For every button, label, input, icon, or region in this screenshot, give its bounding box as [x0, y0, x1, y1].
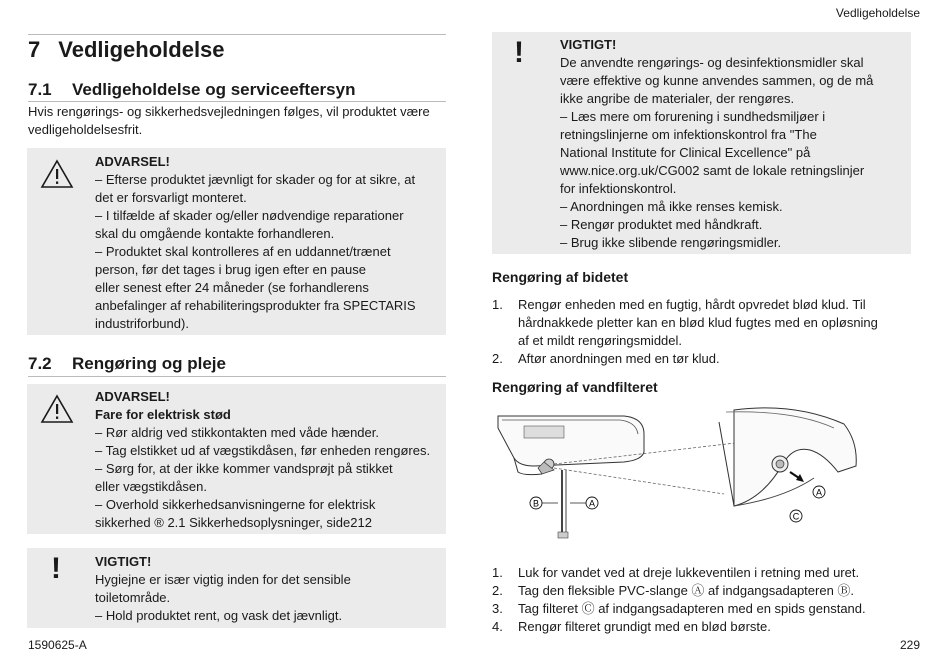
chapter-number: 7 [28, 37, 41, 62]
chapter-title [28, 34, 446, 63]
line: – Produktet skal kontrolleres af en uddannet/trænet [95, 244, 391, 259]
line: National Institute for Clinical Excellence" på [560, 145, 811, 160]
warning-triangle-icon [40, 394, 74, 424]
label-a: A [588, 498, 596, 509]
line: det er forsvarligt monteret. [95, 190, 247, 205]
warning-box [27, 148, 446, 335]
section-number: 7.2 [28, 354, 52, 373]
line: Aftør anordningen med en tør klud. [518, 351, 720, 366]
line: ikke angribe de materialer, der rengøres. [560, 91, 795, 106]
line: – Rengør produktet med håndkraft. [560, 217, 763, 232]
important-box [27, 548, 446, 628]
bidet-cleaning-heading: Rengøring af bidetet [492, 269, 629, 285]
line: – Anordningen må ikke renses kemisk. [560, 199, 783, 214]
list-item [492, 296, 912, 350]
important-item [560, 108, 905, 198]
important-item [560, 198, 905, 216]
important-heading: VIGTIGT! [95, 554, 152, 569]
line: anbefalinger af rehabiliteringsprodukter fra SPECTARIS [95, 298, 416, 313]
line: – Efterse produktet jævnligt for skader og for at sikre, at [95, 172, 416, 187]
list-item [492, 350, 912, 368]
line: person, før det tages i brug igen efter en pause [95, 262, 367, 277]
warning-subheading: Fare for elektrisk stød [95, 407, 231, 422]
line: – Rør aldrig ved stikkontakten med våde hænder. [95, 425, 379, 440]
line: industriforbund). [95, 316, 189, 331]
page-number: 229 [899, 638, 920, 652]
exclamation-icon: ! [514, 36, 524, 69]
warning-box-electric [27, 384, 446, 534]
list-number: 3. [492, 601, 503, 616]
important-item [560, 234, 905, 252]
warning-item [95, 424, 440, 442]
bidet-steps [492, 296, 912, 368]
exclamation-icon: ! [51, 552, 61, 585]
label-c-marker [790, 510, 802, 522]
list-number: 4. [492, 619, 503, 634]
important-heading: VIGTIGT! [560, 37, 617, 52]
label-a-marker-small [586, 497, 598, 509]
label-c: C [792, 511, 800, 522]
filter-steps [492, 564, 912, 636]
section-7-2-heading [28, 354, 446, 377]
line: Hygiejne er især vigtig inden for det sensible [95, 572, 351, 587]
line: eller vægstikdåsen. [95, 479, 207, 494]
list-item [492, 600, 912, 618]
list-item [492, 582, 912, 600]
filter-cleaning-heading: Rengøring af vandfilteret [492, 379, 658, 395]
line: Tag den fleksible PVC-slange Ⓐ af indgangsadapteren Ⓑ. [518, 583, 855, 598]
list-number: 1. [492, 565, 503, 580]
list-item [492, 564, 912, 582]
important-item [560, 216, 905, 234]
line: – Læs mere om forurening i sundhedsmiljøer i [560, 109, 826, 124]
warning-item [95, 460, 440, 496]
line: Luk for vandet ved at dreje lukkeventilen i retning med uret. [518, 565, 860, 580]
label-b: B [532, 498, 540, 509]
line: toiletområde. [95, 590, 171, 605]
line: – Hold produktet rent, og vask det jævnligt. [95, 608, 343, 623]
line: for infektionskontrol. [560, 181, 677, 196]
line: – Tag elstikket ud af vægstikdåsen, før enheden rengøres. [95, 443, 431, 458]
warning-heading: ADVARSEL! [95, 389, 170, 404]
chapter-title-text: Vedligeholdelse [58, 37, 225, 62]
line: – I tilfælde af skader og/eller nødvendige reparationer [95, 208, 404, 223]
section-7-1-heading [28, 80, 446, 102]
line: være effektive og kunne anvendes sammen, og de må [560, 73, 874, 88]
running-header: Vedligeholdelse [835, 6, 920, 20]
line: sikkerhed ® 2.1 Sikkerhedsoplysninger, side212 [95, 515, 372, 530]
section-title: Vedligeholdelse og serviceeftersyn [72, 80, 356, 99]
line: Rengør filteret grundigt med en blød børste. [518, 619, 771, 634]
line: www.nice.org.uk/CG002 samt de lokale retningslinjer [560, 163, 865, 178]
warning-heading: ADVARSEL! [95, 154, 170, 169]
label-a: A [815, 487, 823, 498]
list-number: 2. [492, 351, 503, 366]
warning-item [95, 207, 440, 243]
warning-item [95, 496, 440, 532]
label-a-marker [813, 486, 825, 498]
line: hårdnakkede pletter kan en blød klud fugtes med en opløsning [518, 315, 878, 330]
section-title: Rengøring og pleje [72, 354, 226, 373]
warning-item [95, 171, 440, 207]
line: retningslinjerne om infektionskontrol fra "The [560, 127, 817, 142]
line: – Brug ikke slibende rengøringsmidler. [560, 235, 782, 250]
text-line: Hvis rengørings- og sikkerhedsvejledningen følges, vil produktet være [28, 104, 430, 119]
label-b-marker-small [530, 497, 542, 509]
line: skal du omgående kontakte forhandleren. [95, 226, 335, 241]
line: Tag filteret Ⓒ af indgangsadapteren med en spids genstand. [518, 601, 866, 616]
line: Rengør enheden med en fugtig, hårdt opvredet blød klud. Til [518, 297, 866, 312]
list-number: 2. [492, 583, 503, 598]
section-number: 7.1 [28, 80, 52, 99]
line: – Overhold sikkerhedsanvisningerne for elektrisk [95, 497, 376, 512]
important-box-disinfection [492, 32, 911, 254]
list-number: 1. [492, 297, 503, 312]
document-number: 1590625-A [28, 638, 87, 652]
line: De anvendte rengørings- og desinfektionsmidler skal [560, 55, 864, 70]
warning-item [95, 243, 440, 333]
line: eller senest efter 24 måneder (se forhandlerens [95, 280, 369, 295]
text-line: vedligeholdelsesfrit. [28, 122, 143, 137]
list-item [492, 618, 912, 636]
section-7-1-text [28, 103, 448, 139]
warning-item [95, 442, 440, 460]
water-filter-illustration [494, 402, 860, 552]
line: af et mildt rengøringsmiddel. [518, 333, 683, 348]
line: – Sørg for, at der ikke kommer vandsprøjt på stikket [95, 461, 393, 476]
warning-triangle-icon [40, 159, 74, 189]
